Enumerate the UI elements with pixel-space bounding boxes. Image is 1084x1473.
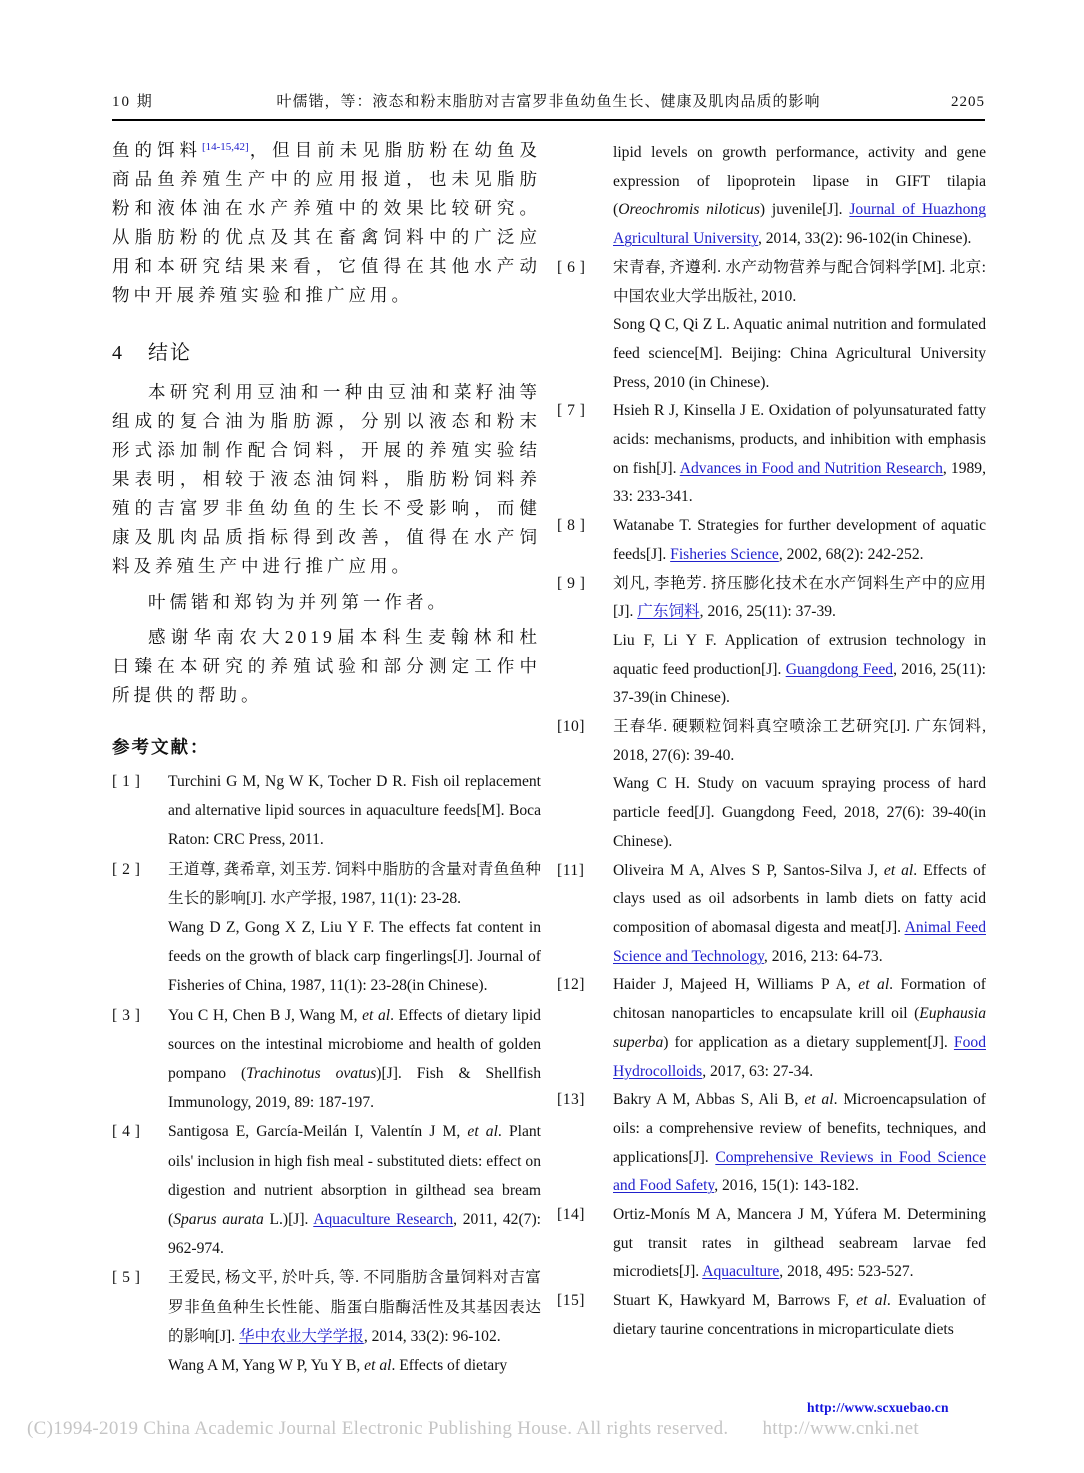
reference-segment: et al [364,1357,392,1375]
watermark-text: (C)1994-2019 China Academic Journal Electronic Publishing House. All rights reserved. [27,1418,729,1439]
acknowledgment-note: 感谢华南农大2019届本科生麦翰林和杜日臻在本研究的养殖试验和部分测定工作中所提供的帮助。 [112,627,541,705]
references-list-right [557,139,986,1345]
reference-segment: L.)[J]. [263,1211,314,1229]
issue-number: 10 期 [112,94,154,110]
reference-item [557,857,986,972]
scxuebao-url-link[interactable]: http://www.scxuebao.cn [807,1400,949,1415]
reference-segment: Santigosa E, García-Meilán I, Valentín J M, [168,1123,468,1141]
journal-link[interactable]: Aquaculture [702,1263,780,1281]
reference-continuation [557,139,986,254]
reference-segment: You C H, Chen B J, Wang M, [168,1006,363,1024]
journal-link[interactable]: Guangdong Feed [785,660,894,678]
reference-segment: Oreochromis niloticus [618,201,760,219]
reference-segment: Stuart K, Hawkyard M, Barrows F, [613,1292,857,1310]
page-number: 2205 [951,94,985,110]
continued-paragraph [112,136,541,310]
reference-number: [ 4 ] [112,1123,141,1141]
reference-segment: Oliveira M A, Alves S P, Santos-Silva J, [613,861,884,879]
reference-segment: et al [883,861,914,879]
reference-text [613,397,986,512]
co-first-author-note: 叶儒锴和郑钧为并列第一作者。 [148,592,449,612]
reference-number: [ 3 ] [112,1006,141,1024]
section-heading [112,336,541,365]
reference-item [112,1263,541,1380]
references-heading: 参考文献： [112,737,210,757]
reference-segment: Bakry A M, Abbas S, Ali B, [613,1091,805,1109]
reference-segment: . Effects of dietary lipid sources on the intestinal microbiome and health of golden pompano ( [168,1006,541,1083]
header-rule [112,119,985,121]
right-column [557,139,986,1345]
reference-number: [ 6 ] [557,258,586,276]
journal-link[interactable]: Advances in Food and Nutrition Research [679,459,943,477]
reference-segment: Wang A M, Yang W P, Yu Y B, [168,1357,365,1375]
reference-number: [11] [557,861,585,879]
reference-segment: , 2014, 33(2): 96-102. [363,1327,501,1345]
reference-number: [ 5 ] [112,1269,141,1287]
reference-segment: 刘凡, 李艳芳. 挤压膨化技术在水产饲料生产中的应用[J]. [613,574,986,621]
reference-segment: Euphausia superba [613,1005,986,1051]
reference-segment: 王道尊, 龚希章, 刘玉芳. 饲料中脂肪的含量对青鱼鱼种生长的影响[J]. 水产学报, 1987, 11(1): 23-28. [168,860,541,907]
reference-text [168,767,541,855]
reference-number: [15] [557,1292,585,1310]
reference-segment: 王春华. 硬颗粒饲料真空喷涂工艺研究[J]. 广东饲料, 2018, 27(6): 39-40. [613,718,986,764]
section-title: 结论 [148,342,192,364]
reference-segment: lipid levels on growth performance, activity and gene expression of lipoprotein lipase in GIFT tilapia ( [613,144,986,219]
section-number: 4 [112,342,124,364]
references-list-left [112,767,541,1380]
reference-segment: , 2016, 15(1): 143-182. [714,1177,859,1195]
reference-segment: Hsieh R J, Kinsella J E. Oxidation of polyunsaturated fatty acids: mechanisms, products, and inhibition with emphasis on fish[J]. [613,402,986,477]
reference-segment: , 2011, 42(7): 962-974. [168,1211,541,1258]
reference-item [557,1201,986,1287]
reference-text [168,1117,541,1263]
reference-text [613,1201,986,1287]
reference-segment: , 2016, 25(11): 37-39(in Chinese). [613,660,986,707]
journal-link[interactable]: Aquaculture Research [313,1211,454,1229]
reference-number: [12] [557,976,585,994]
reference-segment: . Effects of clays used as oil adsorbents in lamb diets on fatty acid composition of abomasal digesta and meat[J]. [613,861,986,936]
reference-segment: . Formation of chitosan nanoparticles to encapsulate krill oil ( [613,976,986,1023]
reference-item [557,254,986,398]
conclusion-paragraph: 本研究利用豆油和一种由豆油和菜籽油等组成的复合油为脂肪源，分别以液态和粉末形式添加制作配合饲料，开展的养殖实验结果表明，相较于液态油饲料，脂肪粉饲料养殖的吉富罗非鱼幼鱼的生长不受影响，而健康及肌肉品质指标得到改善，值得在水产饲料及养殖生产中进行推广应用。 [112,382,541,576]
reference-text [613,1287,986,1344]
reference-text [613,971,986,1086]
reference-text [168,1001,541,1118]
reference-text [168,855,541,1001]
reference-segment: , 2017, 63: 27-34. [702,1062,814,1080]
reference-item [557,971,986,1086]
reference-segment: , 2002, 68(2): 242-252. [778,545,924,563]
reference-segment: et al [856,1292,887,1310]
reference-number: [13] [557,1091,585,1109]
reference-text [613,254,986,398]
reference-text [613,570,986,714]
reference-number: [10] [557,718,585,736]
page-header [112,90,985,111]
reference-item [557,713,986,857]
reference-segment: . Plant oils' inclusion in high fish meal - substituted diets: effect on digestion and nutrient absorption in gilthead sea bream ( [168,1123,541,1229]
reference-segment: , 2014, 33(2): 96-102(in Chinese). [757,230,972,248]
reference-segment: Haider J, Majeed H, Williams P A, [613,976,859,994]
reference-segment: 宋青春, 齐遵利. 水产动物营养与配合饲料学[M]. 北京: 中国农业大学出版社, 2010. [613,258,986,305]
reference-item [557,397,986,512]
reference-number: [ 7 ] [557,402,586,420]
citation-superscript[interactable]: [14-15,42] [201,141,249,153]
journal-link[interactable]: 广东饲料 [637,603,700,621]
reference-segment: et al [804,1091,834,1109]
reference-segment: . Effects of dietary [391,1357,508,1375]
journal-link[interactable]: 华中农业大学学报 [239,1327,364,1345]
reference-text [613,1086,986,1201]
reference-segment: 王爱民, 杨文平, 於叶兵, 等. 不同脂肪含量饲料对吉富罗非鱼鱼种生长性能、脂蛋白脂酶活性及其基因表达的影响[J]. [168,1269,541,1345]
running-title: 叶儒锴，等：液态和粉末脂肪对吉富罗非鱼幼鱼生长、健康及肌肉品质的影响 [276,94,821,110]
reference-text [168,1263,541,1380]
reference-segment: Ortiz-Monís M A, Mancera J M, Yúfera M. Determining gut transit rates in gilthead seabream larvae fed microdiets[J]. [613,1206,986,1281]
journal-link[interactable]: Fisheries Science [670,545,779,563]
reference-number: [ 1 ] [112,773,141,790]
reference-segment: , 2016, 213: 64-73. [763,947,883,965]
reference-number: [14] [557,1206,585,1224]
reference-segment: Trachinotus ovatus [246,1065,377,1083]
reference-item [557,570,986,714]
cnki-url-text: http://www.cnki.net [762,1418,919,1439]
left-column [112,136,541,1380]
reference-number: [ 2 ] [112,860,141,878]
journal-link[interactable]: Journal of Huazhong Agricultural University [613,201,986,248]
reference-segment: Sparus aurata [173,1211,264,1229]
reference-segment: , 2018, 495: 523-527. [779,1263,914,1281]
paragraph-text: 鱼的饵料 [112,140,202,160]
reference-segment: Wang D Z, Gong X Z, Liu Y F. The effects fat content in feeds on the growth of black carp fingerlings[J]. Journal of Fisheries of China, 1987, 11(1): 23-28(in Chinese). [168,919,541,995]
reference-number: [ 8 ] [557,517,586,535]
reference-segment: )[J]. Fish & Shellfish Immunology, 2019, 89: 187-197. [168,1065,541,1112]
reference-segment: Turchini G M, Ng W K, Tocher D R. Fish oil replacement and alternative lipid sources in aquaculture feeds[M]. Boca Raton: CRC Press, 2011. [168,773,541,849]
paragraph-text: ，但目前未见脂肪粉在幼鱼及商品鱼养殖生产中的应用报道，也未见脂肪粉和液体油在水产养殖中的效果比较研究。从脂肪粉的优点及其在畜禽饲料中的广泛应用和本研究结果来看，它值得在其他水产动物中开展养殖实验和推广应用。 [112,140,542,305]
reference-segment: Watanabe T. Strategies for further development of aquatic feeds[J]. [613,517,986,563]
reference-segment: , 1989, 33: 233-341. [613,459,986,506]
reference-segment: ) for application as a dietary supplement[J]. [663,1033,954,1051]
reference-segment: , 2016, 25(11): 37-39. [699,603,836,621]
reference-segment: Wang C H. Study on vacuum spraying process of hard particle feed[J]. Guangdong Feed, 2018, 27(6): 39-40(in Chinese). [613,775,986,850]
reference-segment: . Evaluation of dietary taurine concentrations in microparticulate diets [613,1292,986,1338]
journal-link[interactable]: Animal Feed Science and Technology [613,918,986,965]
reference-item [112,1117,541,1263]
journal-link[interactable]: Comprehensive Reviews in Food Science and Food Safety [613,1148,986,1195]
reference-text [613,713,986,857]
reference-segment: et al [467,1123,498,1141]
journal-link[interactable]: Food Hydrocolloids [613,1033,986,1080]
reference-text [613,857,986,972]
reference-segment: . Microencapsulation of oils: a comprehensive review of benefits, techniques, and applications[J]. [613,1091,987,1166]
reference-number: [ 9 ] [557,574,586,592]
reference-item [557,1086,986,1201]
reference-number [557,139,613,254]
reference-item [557,1287,986,1344]
reference-segment: Liu F, Li Y F. Application of extrusion technology in aquatic feed production[J]. [613,631,986,678]
reference-text [613,512,986,569]
reference-item [557,512,986,569]
reference-segment: ) juvenile[J]. [759,201,850,219]
reference-item [112,1001,541,1118]
reference-segment: Song Q C, Qi Z L. Aquatic animal nutrition and formulated feed science[M]. Beijing: China Agricultural University Press, 2010 (in Chinese). [613,316,986,391]
reference-item [112,855,541,1001]
reference-text [613,139,986,254]
reference-item [112,767,541,855]
copyright-watermark [27,1418,919,1440]
reference-segment: et al [362,1006,391,1024]
reference-segment: et al [858,976,890,994]
